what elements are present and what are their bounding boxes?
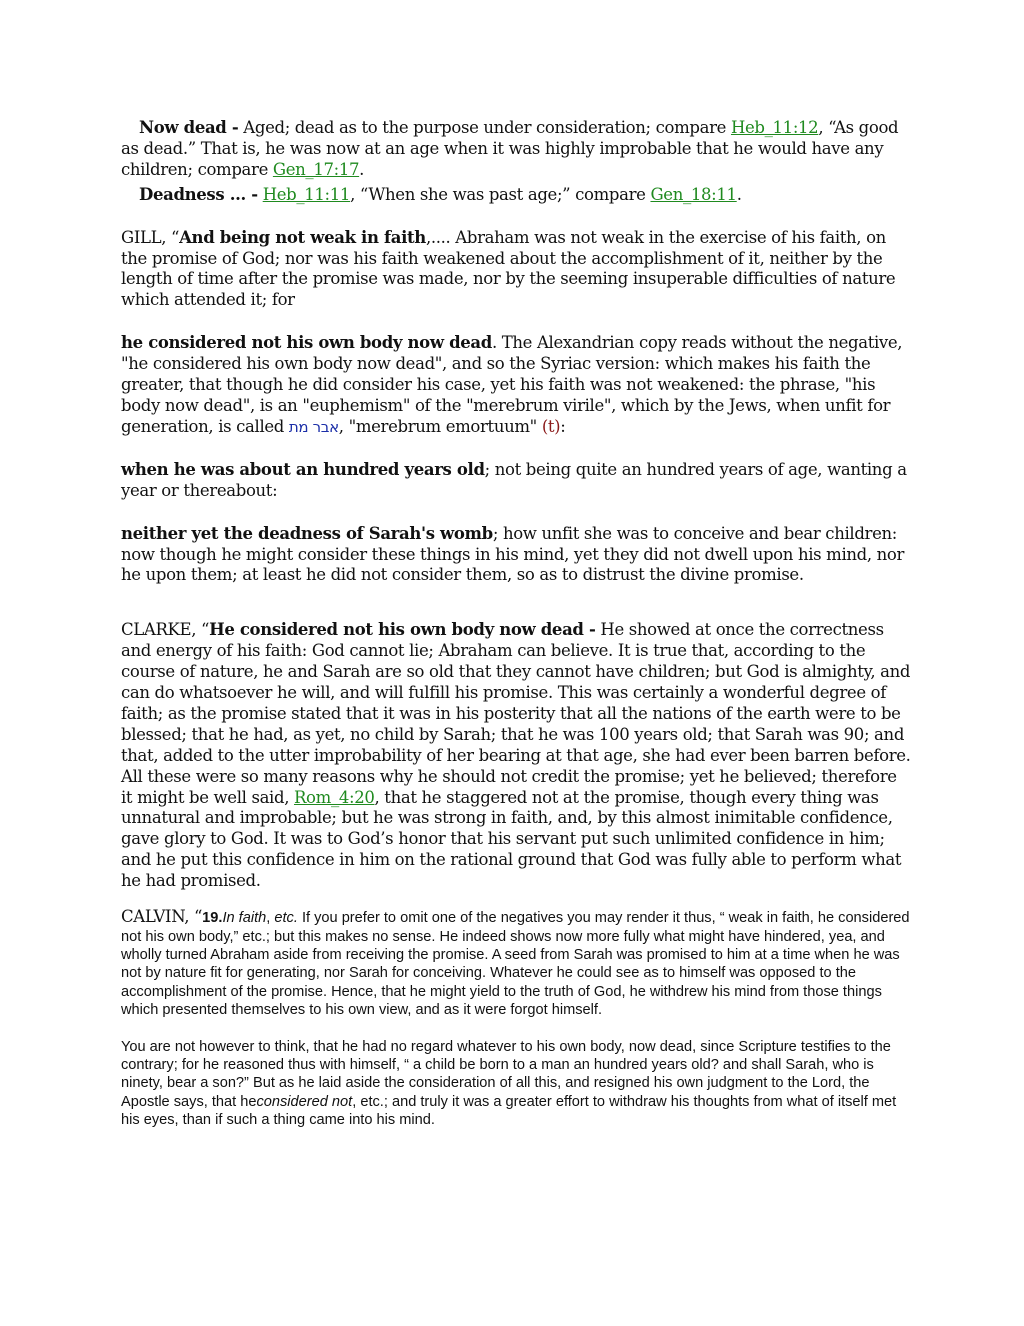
term-hundred-years-old: when he was about an hundred years old [121, 459, 485, 479]
term-deadness-sarah-womb: neither yet the deadness of Sarah's womb [121, 523, 493, 543]
term-now-dead: Now dead - [139, 118, 239, 137]
calvin-paragraph-1: CALVIN, “19.In faith, etc. If you prefer to omit one of the negatives you may render it thus, “ weak in faith, he considered not his own body,” etc.; but this makes no sense. He indeed shows now more fully what might have hindered, yea, and wholly turned Abraham aside from receiving the promise. A seed from Sarah was promised to him at a time when he was not by nature fit for generating, nor Sarah for conceiving. Whatever he could see as to himself was opposed to the accomplishment of the promise. Hence, that he might yield to the truth of God, he withdrew his mind from those things which presented themselves to his own view, and as it were forgot himself. [121, 907, 910, 1019]
barnes-deadness-paragraph: Deadness ... - Heb_11:11, “When she was past age;” compare Gen_18:11. [139, 184, 742, 204]
link-heb-11-11[interactable]: Heb_11:11 [262, 184, 351, 204]
link-rom-4-20[interactable]: Rom_4:20 [293, 787, 375, 807]
gill-sarah-womb-paragraph: neither yet the deadness of Sarah's womb; how unfit she was to conceive and bear children: now though he might consider these things in his mind, yet they did not dwell upon his mind, nor he upon them; at least he did not consider them, so as to distrust the divine promise. [121, 523, 905, 585]
term-clarke-considered-not: He considered not his own body now dead - [209, 620, 596, 640]
footnote-t[interactable]: (t) [541, 416, 561, 436]
link-gen-18-11[interactable]: Gen_18:11 [650, 184, 737, 204]
clarke-label: CLARKE, “ [121, 620, 210, 640]
gill-body-dead-paragraph: he considered not his own body now dead. The Alexandrian copy reads without the negative, "he considered his own body now dead", and so the Syriac version: which makes his faith the greater, that though he did consider his case, yet his faith was not weakened: the phrase, "his body now dead", is an "euphemism" of the "merebrum virile", which by the Jews, when unfit for generation, is called אבר מת, "merebrum emortuum" (t): [121, 333, 903, 436]
clarke-paragraph: CLARKE, “He considered not his own body now dead - He showed at once the correctness and energy of his faith: God cannot lie; Abraham can believe. It is true that, according to the course of nature, he and Sarah are so old that they cannot have children; but God is almighty, and can do whatsoever he will, and will fulfill his promise. This was certainly a wonderful degree of faith; as the promise stated that it was in his posterity that all the nations of the earth were to be blessed; that he had, as yet, no child by Sarah; that he was 100 years old; that Sarah was 90; and that, added to the utter improbability of her bearing at that age, she had ever been barren before. All these were so many reasons why he should not credit the promise; yet he believed; therefore it might be well said, Rom_4:20, that he staggered not at the promise, though every thing was unnatural and improbable; but he was strong in faith, and, by this almost inimitable confidence, gave glory to God. It was to God’s honor that his servant put such unlimited confidence in him; and he put this confidence in him on the rational ground that God was fully able to perform what he had promised. [121, 620, 911, 891]
gill-hundred-years-paragraph: when he was about an hundred years old; not being quite an hundred years of age, wanting a year or thereabout: [121, 459, 907, 500]
link-gen-17-17[interactable]: Gen_17:17 [272, 159, 360, 179]
link-heb-11-12[interactable]: Heb_11:12 [730, 118, 819, 137]
term-not-weak-in-faith: And being not weak in faith [179, 227, 426, 247]
gill-label: GILL, “ [121, 227, 180, 247]
term-considered-not-italic: considered not [256, 1093, 353, 1110]
verse-number: 19. [202, 910, 223, 927]
calvin-label: CALVIN, “ [121, 907, 203, 927]
term-deadness: Deadness ... - [139, 184, 258, 204]
calvin-paragraph-2: You are not however to think, that he had no regard whatever to his own body, now dead, since Scripture testifies to the contrary; for he reasoned thus with himself, “ a child be born to a man an hundred years old? and shall Sarah, who is ninety, bear a son?” But as he laid aside the consideration of all this, and resigned his own judgment to the Lord, the Apostle says, that heconsidered not, etc.; and truly it was a greater effort to withdraw his thoughts from what of itself met his eyes, than if such a thing came into his mind. [121, 1038, 897, 1129]
term-in-faith: In faith [222, 910, 267, 927]
term-considered-not-body: he considered not his own body now dead [121, 333, 492, 353]
barnes-now-dead-paragraph: Now dead - Aged; dead as to the purpose under consideration; compare Heb_11:12, “As good as dead.” That is, he was now at an age when it was highly improbable that he would have any children; compare Gen_17:17. [121, 118, 899, 179]
gill-intro-paragraph: GILL, “And being not weak in faith,.... Abraham was not weak in the exercise of his faith, on the promise of God; nor was his faith weakened about the accomplishment of it, neither by the length of time after the promise was made, nor by the seeming insuperable difficulties of nature which attended it; for [121, 227, 896, 310]
hebrew-phrase: אבר מת [288, 417, 339, 436]
commentary-page [121, 118, 911, 1130]
